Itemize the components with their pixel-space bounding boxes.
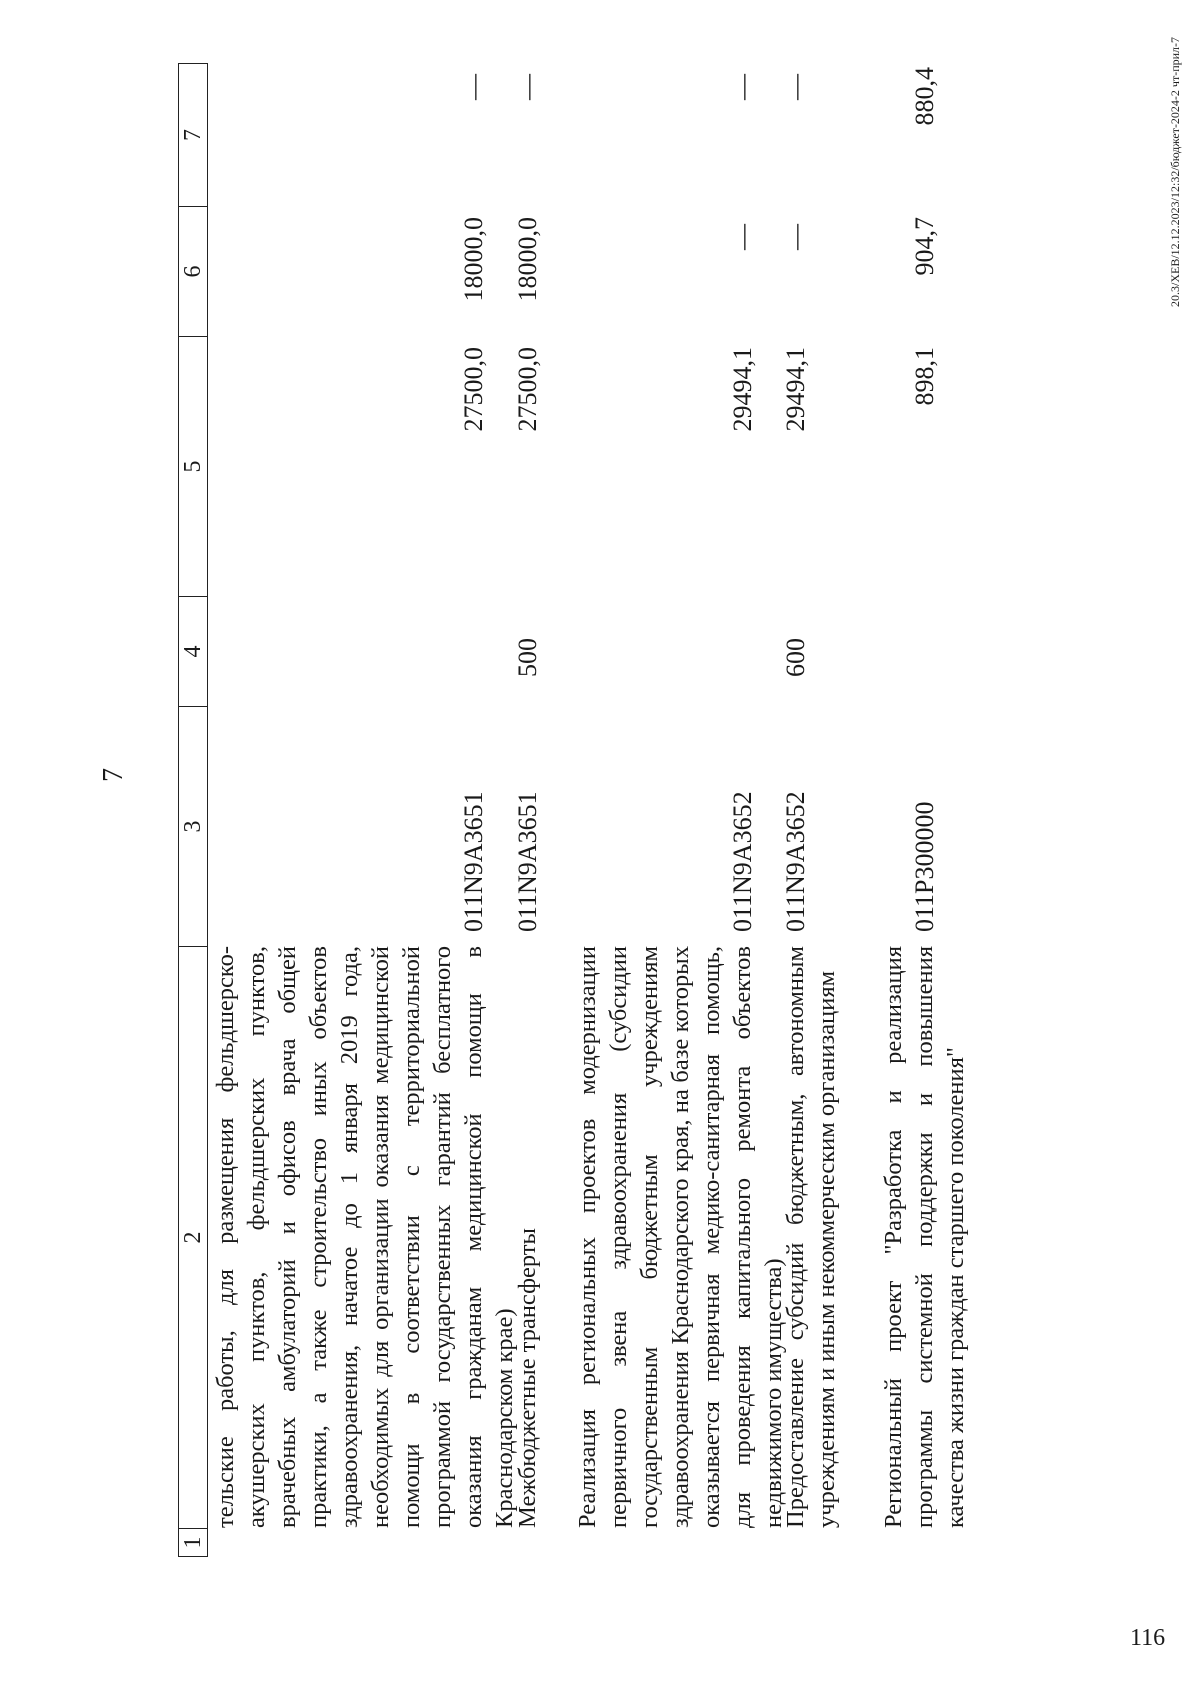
row-code: 011P300000 xyxy=(910,801,939,932)
row-description: Межбюджетные трансферты xyxy=(514,1228,541,1528)
row-value-7: — xyxy=(781,74,810,100)
budget-table xyxy=(178,63,1128,1557)
page-number-top: 7 xyxy=(98,768,129,782)
header-col-5: 5 xyxy=(178,336,208,596)
header-col-3: 3 xyxy=(178,706,208,946)
row-value-7: — xyxy=(459,74,488,100)
row-type: 500 xyxy=(513,638,542,677)
header-col-6: 6 xyxy=(178,206,208,336)
row-value-5: 27500,0 xyxy=(459,347,488,432)
row-code: 011N9A3652 xyxy=(781,791,810,932)
row-description: Региональный проект "Разработка и реализация программы системной поддержки и повышения качества жизни граждан старшего поколения" xyxy=(880,946,969,1528)
row-value-7: 880,4 xyxy=(910,67,939,126)
row-value-7: — xyxy=(728,74,757,100)
row-code: 011N9A3652 xyxy=(728,791,757,932)
header-col-4: 4 xyxy=(178,596,208,706)
row-value-5: 27500,0 xyxy=(513,347,542,432)
row-value-5: 29494,1 xyxy=(781,347,810,432)
row-value-6: — xyxy=(781,224,810,250)
header-col-7: 7 xyxy=(178,63,208,206)
row-value-7: — xyxy=(513,74,542,100)
sheet-number: 116 xyxy=(1130,1625,1166,1651)
row-value-5: 29494,1 xyxy=(728,347,757,432)
row-value-6: 904,7 xyxy=(910,217,939,276)
row-type: 600 xyxy=(781,638,810,677)
row-value-6: 18000,0 xyxy=(459,217,488,302)
header-col-2: 2 xyxy=(178,946,208,1528)
row-description: Реализация региональных проектов модернизации первичного звена здравоохранения (субсидии государственным бюджетным учреждениям здравоохранения Краснодарского края, на базе которых оказывается первичная медико-санитарная помощь, для проведения капитального ремонта объектов недвижимого имущества) xyxy=(574,946,787,1528)
row-value-5: 898,1 xyxy=(910,347,939,406)
row-value-6: 18000,0 xyxy=(513,217,542,302)
row-value-6: — xyxy=(728,224,757,250)
row-code: 011N9A3651 xyxy=(459,791,488,932)
row-code: 011N9A3651 xyxy=(513,791,542,932)
row-description: Предоставление субсидий бюджетным, автономным учреждениям и иным некоммерческим организациям xyxy=(782,946,840,1528)
header-col-1: 1 xyxy=(178,1528,208,1557)
row-description: тельские работы, для размещения фельдшерско-акушерских пунктов, фельдшерских пунктов, врачебных амбулаторий и офисов врача общей практики, а также строительство иных объектов здравоохранения, начатое до 1 января 2019 года, необходимых для организации оказания медицинской помощи в соответствии с территориальной программой государственных гарантий бесплатного оказания гражданам медицинской помощи в Краснодарском крае) xyxy=(212,946,518,1528)
document-code: 20.3/XEB/12.12.2023/12:32/бюджет-2024-2 чт-прил-7 xyxy=(1168,36,1182,307)
